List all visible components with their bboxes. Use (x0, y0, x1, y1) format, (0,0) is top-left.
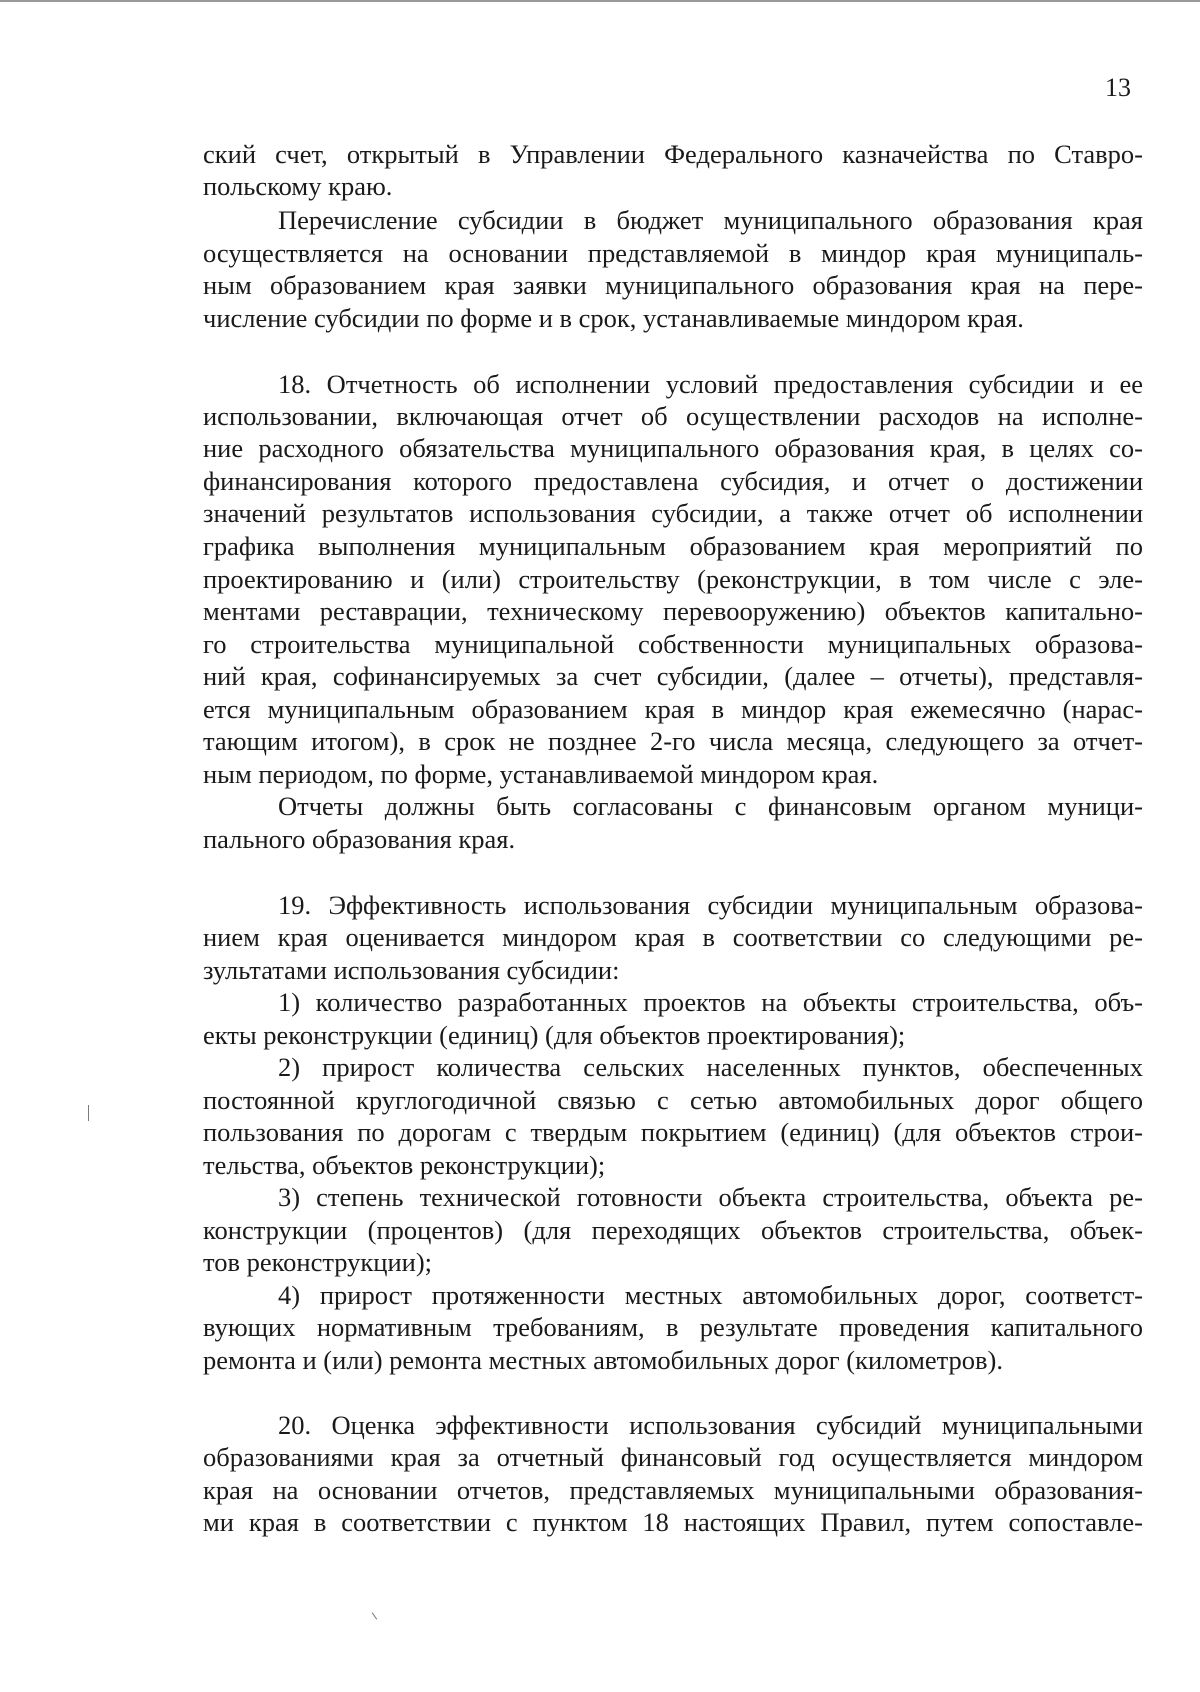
text-line: нием края оценивается миндором края в соответствии со следующими ре- (203, 922, 1143, 952)
text-line: пального образования края. (203, 824, 516, 854)
scan-edge (0, 0, 1200, 2)
text-line: края на основании отчетов, представляемых муниципальными образования- (203, 1475, 1143, 1505)
text-line: проектированию и (или) строительству (реконструкции, в том числе с эле- (203, 564, 1143, 594)
text-line: ми края в соответствии с пунктом 18 настоящих Правил, путем сопоставле- (203, 1507, 1143, 1537)
text-line: тов реконструкции); (203, 1247, 433, 1277)
scan-speck (372, 1612, 377, 1619)
text-line: ным образованием края заявки муниципального образования края на пере- (203, 270, 1143, 300)
text-line: вующих нормативным требованиям, в результате проведения капитального (203, 1312, 1143, 1342)
text-line: тельства, объектов реконструкции); (203, 1150, 606, 1180)
text-line: ется муниципальным образованием края в миндор края ежемесячно (нарас- (203, 694, 1143, 724)
text-line: 20. Оценка эффективности использования субсидий муниципальными (278, 1410, 1143, 1440)
text-line: ным периодом, по форме, устанавливаемой миндором края. (203, 759, 879, 789)
text-line: тающим итогом), в срок не позднее 2-го числа месяца, следующего за отчет- (203, 726, 1143, 756)
text-line: ский счет, открытый в Управлении Федерального казначейства по Ставро- (203, 139, 1143, 169)
text-line: 2) прирост количества сельских населенных пунктов, обеспеченных (278, 1052, 1143, 1082)
text-line: пользования по дорогам с твердым покрытием (единиц) (для объектов строи- (203, 1117, 1143, 1147)
text-line: ние расходного обязательства муниципального образования края, в целях со- (203, 433, 1143, 463)
text-line: ментами реставрации, техническому перевооружению) объектов капитально- (203, 596, 1143, 626)
text-line: 1) количество разработанных проектов на объекты строительства, объ- (278, 987, 1143, 1017)
text-line: 18. Отчетность об исполнении условий предоставления субсидии и ее (278, 369, 1143, 399)
text-line: постоянной круглогодичной связью с сетью автомобильных дорог общего (203, 1085, 1143, 1115)
text-line: зультатами использования субсидии: (203, 955, 620, 985)
text-line: 4) прирост протяженности местных автомобильных дорог, соответст- (278, 1280, 1143, 1310)
text-line: го строительства муниципальной собственности муниципальных образова- (203, 629, 1143, 659)
text-line: значений результатов использования субсидии, а также отчет об исполнении (203, 498, 1143, 528)
text-line: 3) степень технической готовности объекта строительства, объекта ре- (278, 1182, 1143, 1212)
text-line: использовании, включающая отчет об осуществлении расходов на исполне- (203, 401, 1143, 431)
scan-speck (88, 1105, 89, 1121)
page-number: 13 (1105, 73, 1131, 102)
text-line: числение субсидии по форме и в срок, устанавливаемые миндором края. (203, 303, 1024, 333)
text-line: графика выполнения муниципальным образованием края мероприятий по (203, 531, 1143, 561)
text-line: ний края, софинансируемых за счет субсидии, (далее – отчеты), представля- (203, 661, 1143, 691)
text-line: образованиями края за отчетный финансовый год осуществляется миндором (203, 1442, 1143, 1472)
text-line: конструкции (процентов) (для переходящих объектов строительства, объек- (203, 1215, 1143, 1245)
text-line: ремонта и (или) ремонта местных автомобильных дорог (километров). (203, 1345, 1003, 1375)
text-line: осуществляется на основании представляемой в миндор края муниципаль- (203, 238, 1143, 268)
text-line: Перечисление субсидии в бюджет муниципального образования края (278, 205, 1143, 235)
text-line: 19. Эффективность использования субсидии муниципальным образова- (278, 890, 1143, 920)
text-line: Отчеты должны быть согласованы с финансовым органом муници- (278, 791, 1143, 821)
text-line: финансирования которого предоставлена субсидия, и отчет о достижении (203, 466, 1143, 496)
text-line: польскому краю. (203, 171, 393, 201)
text-line: екты реконструкции (единиц) (для объектов проектирования); (203, 1020, 906, 1050)
